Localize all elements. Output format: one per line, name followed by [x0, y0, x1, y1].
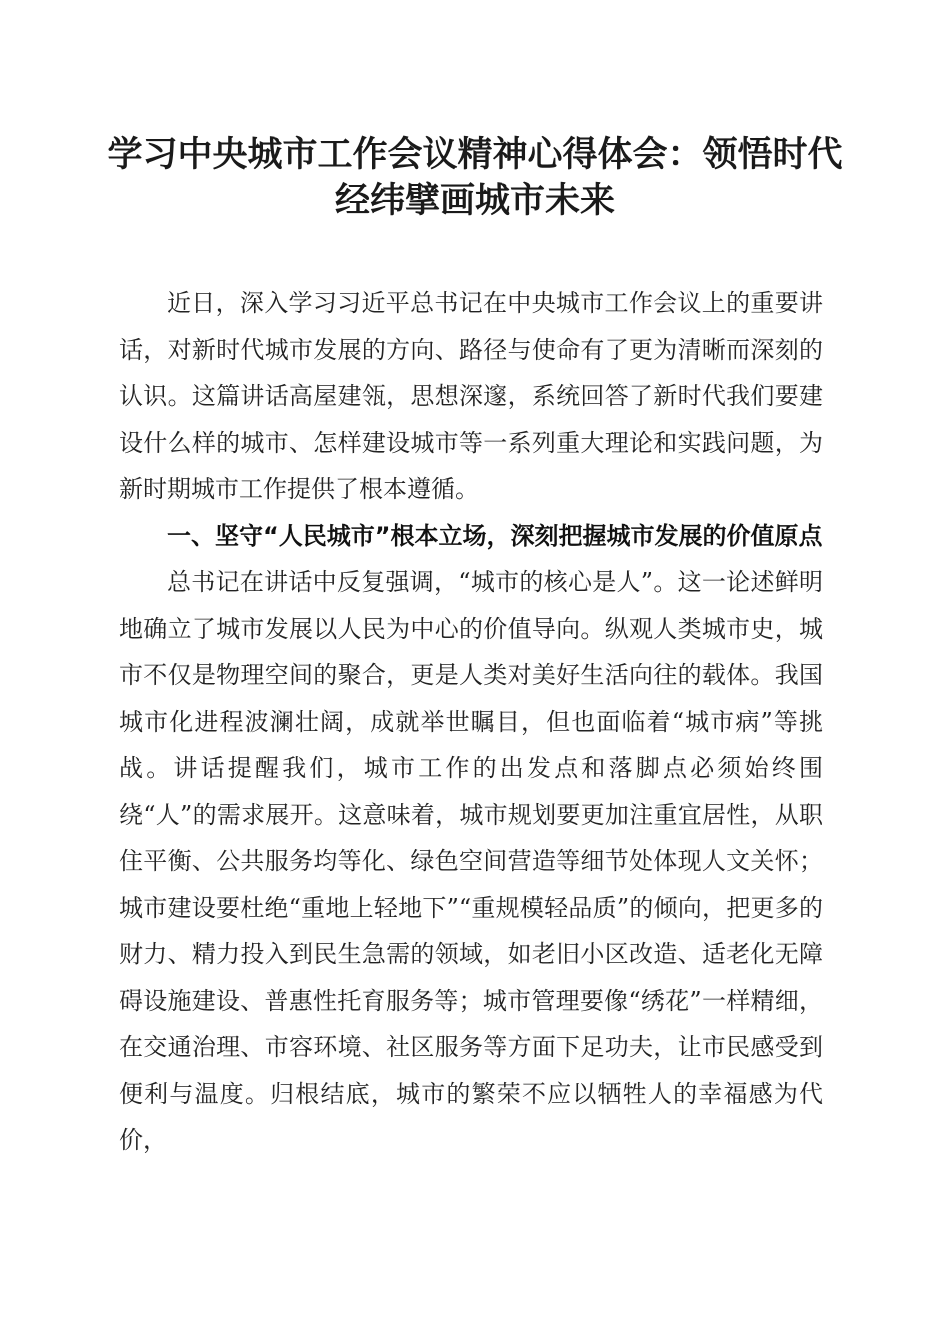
intro-paragraph: 近日，深入学习习近平总书记在中央城市工作会议上的重要讲话，对新时代城市发展的方向、路径与使命有了更为清晰而深刻的认识。这篇讲话高屋建瓴，思想深邃，系统回答了新时代我们要建设什么样的城市、怎样建设城市等一系列重大理论和实践问题，为新时期城市工作提供了根本遵循。 [119, 289, 823, 503]
section-heading-1: 一、坚守“人民城市”根本立场，深刻把握城市发展的价值原点 [167, 521, 823, 550]
document-title: 学习中央城市工作会议精神心得体会：领悟时代经纬擘画城市未来 [107, 134, 843, 221]
document-body [119, 280, 823, 1164]
section-paragraph-1: 总书记在讲话中反复强调，“城市的核心是人”。这一论述鲜明地确立了城市发展以人民为中心的价值导向。纵观人类城市史，城市不仅是物理空间的聚合，更是人类对美好生活向往的载体。我国城市化进程波澜壮阔，成就举世瞩目，但也面临着“城市病”等挑战。讲话提醒我们，城市工作的出发点和落脚点必须始终围绕“人”的需求展开。这意味着，城市规划要更加注重宜居性，从职住平衡、公共服务均等化、绿色空间营造等细节处体现人文关怀；城市建设要杜绝“重地上轻地下”“重规模轻品质”的倾向，把更多的财力、精力投入到民生急需的领域，如老旧小区改造、适老化无障碍设施建设、普惠性托育服务等；城市管理要像“绣花”一样精细，在交通治理、市容环境、社区服务等方面下足功夫，让市民感受到便利与温度。归根结底，城市的繁荣不应以牺牲人的幸福感为代价， [119, 568, 823, 1154]
